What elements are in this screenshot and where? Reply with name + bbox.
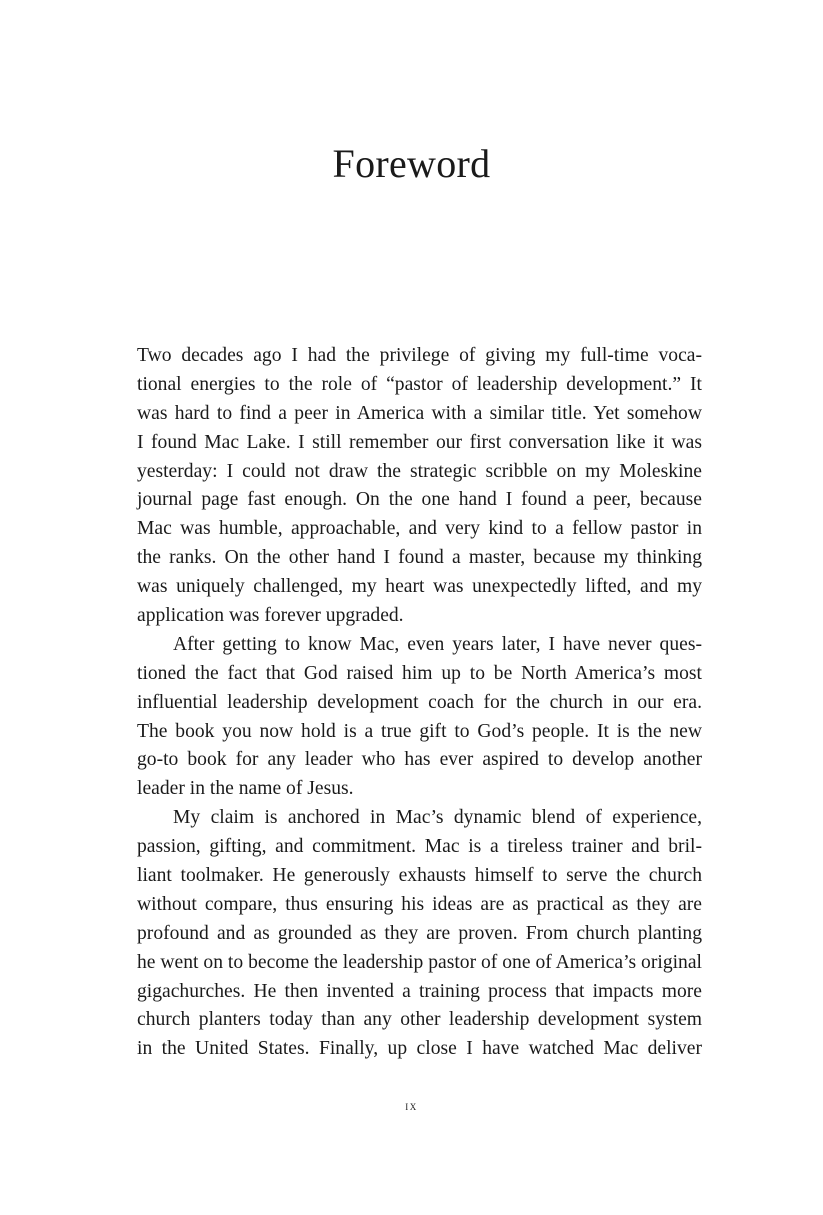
text-line: Two decades ago I had the privilege of giving my full-time voca- <box>137 345 702 366</box>
text-line: yesterday: I could not draw the strategic scribble on my Moleskine <box>137 460 702 482</box>
text-line: After getting to know Mac, even years later, I have never ques- <box>173 633 702 655</box>
text-line: the ranks. On the other hand I found a master, because my thinking <box>137 547 702 569</box>
text-line: Mac was humble, approachable, and very kind to a fellow pastor in <box>137 518 702 540</box>
body-text <box>137 342 702 1064</box>
text-line: gigachurches. He then invented a training process that impacts more <box>137 980 702 1002</box>
text-line: profound and as grounded as they are proven. From church planting <box>137 922 702 944</box>
text-line: The book you now hold is a true gift to God’s people. It is the new <box>137 720 702 742</box>
page-number: ix <box>405 1098 418 1113</box>
text-line: church planters today than any other leadership development system <box>137 1009 702 1031</box>
text-line: he went on to become the leadership pastor of one of America’s original <box>137 951 702 973</box>
text-line: in the United States. Finally, up close I have watched Mac deliver <box>137 1038 702 1060</box>
text-line: go-to book for any leader who has ever aspired to develop another <box>137 749 702 771</box>
text-line: tional energies to the role of “pastor of leadership development.” It <box>137 373 702 395</box>
chapter-title: Foreword <box>332 141 491 186</box>
text-line: liant toolmaker. He generously exhausts himself to serve the church <box>137 865 702 887</box>
text-line: I found Mac Lake. I still remember our first conversation like it was <box>137 431 702 453</box>
text-line: application was forever upgraded. <box>137 605 404 627</box>
text-line: was uniquely challenged, my heart was unexpectedly lifted, and my <box>137 576 702 598</box>
text-line: My claim is anchored in Mac’s dynamic blend of experience, <box>173 807 702 829</box>
text-line: leader in the name of Jesus. <box>137 778 354 800</box>
text-line: was hard to find a peer in America with a similar title. Yet somehow <box>137 402 702 424</box>
text-line: passion, gifting, and commitment. Mac is a tireless trainer and bril- <box>137 836 702 858</box>
text-line: without compare, thus ensuring his ideas are as practical as they are <box>137 893 702 915</box>
text-line: tioned the fact that God raised him up to be North America’s most <box>137 662 702 684</box>
text-line: journal page fast enough. On the one hand I found a peer, because <box>137 489 702 511</box>
text-line: influential leadership development coach for the church in our era. <box>137 691 702 713</box>
